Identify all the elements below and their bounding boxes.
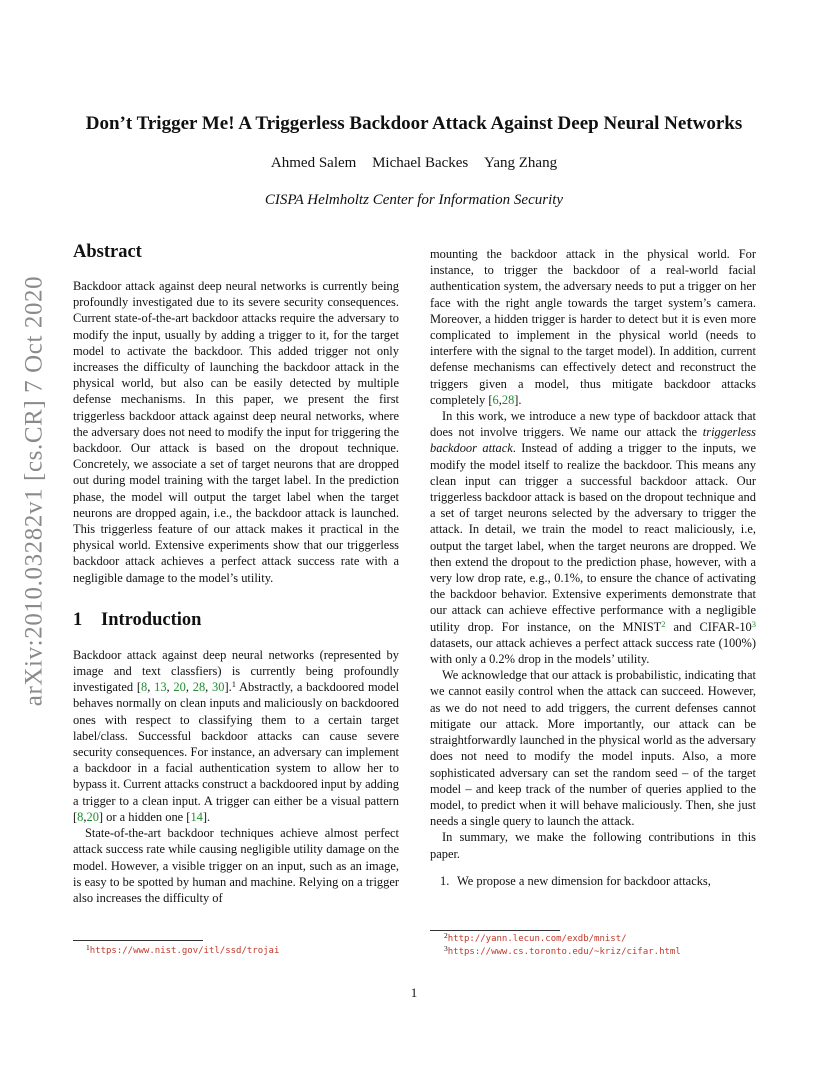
citation-link[interactable]: 14 bbox=[190, 809, 203, 824]
citation-link[interactable]: 6 bbox=[492, 392, 499, 407]
intro-paragraph-2: State-of-the-art backdoor techniques achieve almost perfect attack success rate while causing negligible utility damage on the model. However, a visible trigger on an input, such as an image, is easy to be spotted by human and machine. Relying on a trigger also increases the difficulty of bbox=[73, 826, 399, 905]
right-paragraph-2: In this work, we introduce a new type of backdoor attack that does not involve triggers. We name our attack the triggerless backdoor attack. Instead of adding a trigger to the inputs, we modify the model itself to realize the backdoor. This means any clean input can trigger a successful backdoor attack. Our triggerless backdoor attack is based on the dropout technique and a set of target neurons selected by the adversary to trigger the attack. In detail, we train the model to react maliciously, i.e, output the target label, when the target neurons are dropped. We then extend the dropout to the prediction phase, however, with a very low drop rate, e.g., 0.1%, to ensure the chance of activating the backdoor behavior. Extensive experiments demonstrate that our attack can achieve effective performance with a negligible utility drop. For instance, on the MNIST$^2$ and CIFAR-10$^3$ datasets, our attack achieves a perfect attack success rate (100%) with only a 0.2% drop in the models’ utility. bbox=[430, 409, 757, 667]
footnote-marker[interactable]: 3 bbox=[751, 618, 757, 629]
section-title: Introduction bbox=[101, 609, 202, 630]
section-heading-introduction bbox=[73, 608, 399, 632]
right-column bbox=[430, 246, 756, 889]
footnote-marker[interactable]: 1 bbox=[231, 679, 236, 690]
author-name: Michael Backes bbox=[372, 155, 469, 171]
citation-link[interactable]: 20 bbox=[173, 680, 186, 695]
footnote-marker[interactable]: 2 bbox=[661, 618, 666, 629]
intro-paragraph-1: Backdoor attack against deep neural networks (represented by image and text classfiers) is currently being profoundly investigated [8, 13, 20, 28, 30].$^1$ Abstractly, a backdoored model behaves normally on clean inputs and maliciously on backdoored ones with respect to classifying them to a certain target label/class. Successful backdoor attacks can cause severe security consequences. For instance, an adversary can implement a backdoor in a facial authentication system to allow her to bypass it. Current attacks construct a backdoored input by adding a trigger to a clean input. A trigger can either be a visual pattern [8,20] or a hidden one [14]. bbox=[73, 647, 400, 824]
contribution-list-item bbox=[430, 873, 756, 889]
list-item-number: 1. bbox=[440, 873, 450, 888]
abstract-heading: Abstract bbox=[73, 242, 142, 262]
citation-link[interactable]: 20 bbox=[86, 809, 99, 824]
author-list bbox=[40, 153, 788, 173]
footnote-3[interactable]: $^3$https://www.cs.toronto.edu/~kriz/cifar.html bbox=[444, 944, 681, 957]
footnote-url[interactable]: http://yann.lecun.com/exdb/mnist/ bbox=[447, 934, 627, 944]
citation-link[interactable]: 13 bbox=[154, 680, 167, 695]
page-number: 1 bbox=[410, 985, 418, 1000]
paper-title: Don’t Trigger Me! A Triggerless Backdoor Attack Against Deep Neural Networks bbox=[85, 113, 743, 134]
arxiv-identifier-stamp bbox=[14, 275, 54, 707]
footnote-2[interactable]: $^2$http://yann.lecun.com/exdb/mnist/ bbox=[444, 931, 627, 944]
left-column bbox=[73, 240, 399, 906]
footnote-rule bbox=[430, 930, 560, 931]
citation-link[interactable]: 28 bbox=[501, 392, 515, 407]
right-paragraph-1: mounting the backdoor attack in the physical world. For instance, to trigger the backdoor of a real-world facial authentication system, the adversary needs to put a trigger on her face with the right angle towards the target system’s camera. Moreover, a hidden trigger is harder to detect but it is even more complicated to implement in the physical world (needs to interfere with the signal to the target model). In addition, current defense mechanisms can effectively detect and reconstruct the triggers given a model, thus mitigate backdoor attacks completely [6,28]. bbox=[430, 247, 756, 407]
list-item-text: We propose a new dimension for backdoor attacks, bbox=[457, 873, 711, 888]
arxiv-id-text: arXiv:2010.03282v1 [cs.CR] 7 Oct 2020 bbox=[20, 275, 47, 707]
citation-link[interactable]: 30 bbox=[212, 680, 225, 695]
footnote-url[interactable]: https://www.nist.gov/itl/ssd/trojai bbox=[89, 946, 280, 956]
citation-link[interactable]: 8 bbox=[141, 680, 148, 695]
citation-link[interactable]: 28 bbox=[192, 680, 206, 695]
section-number: 1 bbox=[73, 609, 83, 630]
abstract-text: Backdoor attack against deep neural networks is currently being profoundly investigated due to its severe security consequences. Current state-of-the-art backdoor attacks require the adversary to modify the input, usually by adding a trigger to it, for the target model to activate the backdoor. This added trigger not only increases the difficulty of launching the backdoor attack in the physical world, but also can be easily detected by multiple defense mechanisms. In this paper, we present the first triggerless backdoor attack against deep neural networks, where the adversary does not need to modify the input for triggering the backdoor. Our attack is based on the dropout technique. Concretely, we associate a set of target neurons that are dropped out during model training with the target label. In the prediction phase, the model will output the target label when the target neurons are dropped again, i.e., the backdoor attack is launched. This triggerless feature of our attack makes it practical in the physical world. Extensive experiments show that our triggerless backdoor attack achieves a perfect attack success rate with a negligible damage to the model’s utility. bbox=[73, 279, 399, 585]
footnote-rule bbox=[73, 940, 203, 941]
footnote-url[interactable]: https://www.cs.toronto.edu/~kriz/cifar.html bbox=[447, 947, 681, 957]
author-name: Ahmed Salem bbox=[270, 155, 357, 171]
footnote-1[interactable]: $^1$https://www.nist.gov/itl/ssd/trojai bbox=[86, 943, 280, 956]
citation-link[interactable]: 8 bbox=[77, 809, 84, 824]
author-name: Yang Zhang bbox=[484, 155, 558, 171]
right-paragraph-3: We acknowledge that our attack is probabilistic, indicating that we cannot easily control when the attack can succeed. However, as we do not need to add triggers, the current defenses cannot mitigate our attack. More importantly, our attack can be straightforwardly launched in the physical world as the adversary does not need to modify the model inputs. Also, a more sophisticated adversary can set the random seed – of the target model – and keep track of the number of queries applied to the model, to predict when it will behave maliciously. Then, she just needs a single query to launch the attack. bbox=[430, 668, 756, 829]
affiliation: CISPA Helmholtz Center for Information Security bbox=[264, 192, 564, 208]
attack-name-emphasis: triggerless backdoor attack bbox=[430, 425, 756, 456]
right-paragraph-4: In summary, we make the following contributions in this paper. bbox=[430, 830, 756, 861]
